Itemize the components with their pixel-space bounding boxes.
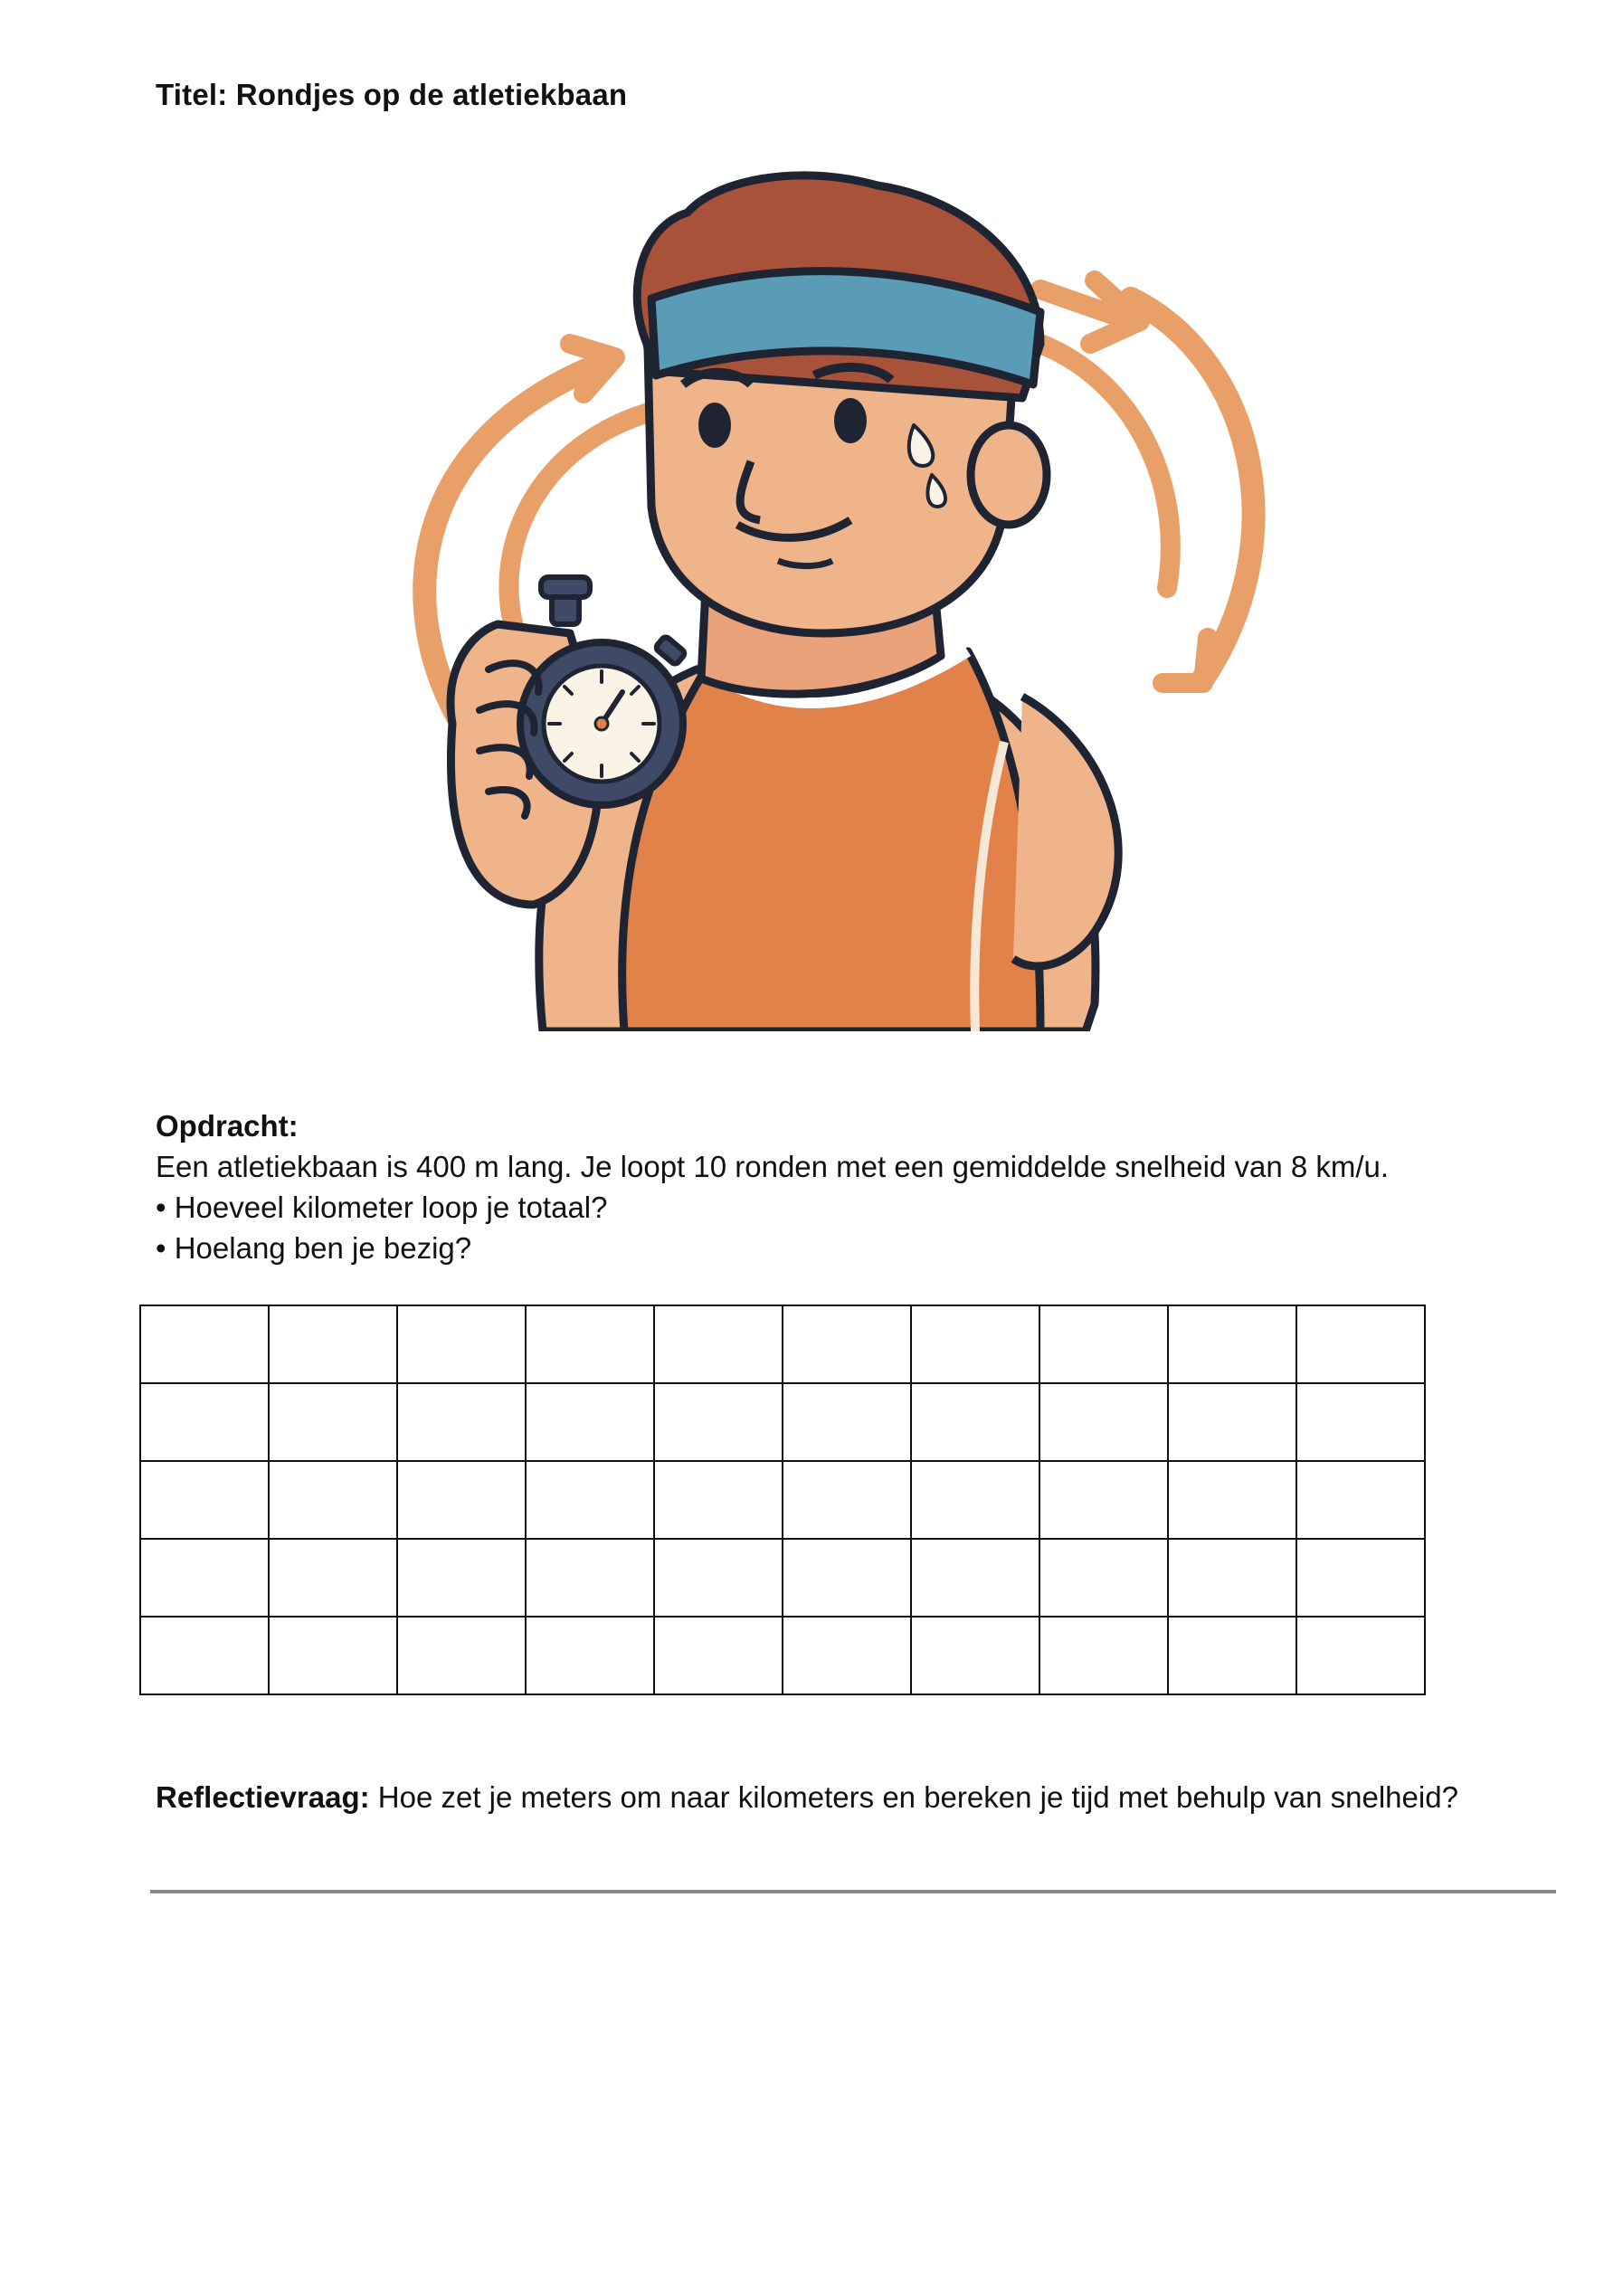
assignment-heading: Opdracht: — [156, 1109, 299, 1143]
grid-cell[interactable] — [1168, 1383, 1296, 1461]
grid-cell[interactable] — [654, 1305, 783, 1383]
grid-cell[interactable] — [783, 1383, 911, 1461]
grid-cell[interactable] — [911, 1305, 1039, 1383]
grid-cell[interactable] — [1168, 1461, 1296, 1539]
reflection-text: Hoe zet je meters om naar kilometers en bereken je tijd met behulp van snelheid? — [369, 1780, 1458, 1814]
grid-cell[interactable] — [269, 1461, 397, 1539]
grid-cell[interactable] — [654, 1617, 783, 1694]
grid-row — [140, 1461, 1425, 1539]
grid-cell[interactable] — [140, 1461, 269, 1539]
grid-cell[interactable] — [1296, 1539, 1425, 1617]
grid-cell[interactable] — [911, 1617, 1039, 1694]
runner-with-stopwatch-icon — [389, 163, 1285, 1031]
answer-grid[interactable] — [139, 1305, 1426, 1695]
grid-cell[interactable] — [397, 1617, 526, 1694]
grid-cell[interactable] — [911, 1383, 1039, 1461]
grid-cell[interactable] — [526, 1539, 654, 1617]
assignment-block — [156, 1105, 1389, 1268]
grid-cell[interactable] — [1168, 1617, 1296, 1694]
grid-cell[interactable] — [783, 1461, 911, 1539]
grid-cell[interactable] — [269, 1539, 397, 1617]
grid-cell[interactable] — [397, 1461, 526, 1539]
grid-row — [140, 1539, 1425, 1617]
grid-cell[interactable] — [140, 1305, 269, 1383]
grid-cell[interactable] — [1039, 1305, 1168, 1383]
grid-cell[interactable] — [1296, 1461, 1425, 1539]
grid-cell[interactable] — [1168, 1305, 1296, 1383]
runner-right-arm — [1013, 697, 1118, 966]
grid-cell[interactable] — [783, 1539, 911, 1617]
grid-cell[interactable] — [1296, 1383, 1425, 1461]
grid-cell[interactable] — [1039, 1539, 1168, 1617]
grid-cell[interactable] — [526, 1617, 654, 1694]
question-duration: • Hoelang ben je bezig? — [156, 1231, 472, 1265]
reflection-question — [156, 1777, 1458, 1817]
grid-cell[interactable] — [783, 1617, 911, 1694]
grid-cell[interactable] — [1296, 1305, 1425, 1383]
grid-cell[interactable] — [654, 1383, 783, 1461]
stopwatch-icon — [520, 577, 686, 805]
grid-row — [140, 1305, 1425, 1383]
grid-cell[interactable] — [397, 1305, 526, 1383]
grid-cell[interactable] — [1168, 1539, 1296, 1617]
grid-cell[interactable] — [654, 1539, 783, 1617]
grid-cell[interactable] — [269, 1383, 397, 1461]
grid-cell[interactable] — [269, 1305, 397, 1383]
grid-cell[interactable] — [654, 1461, 783, 1539]
grid-cell[interactable] — [1039, 1383, 1168, 1461]
grid-cell[interactable] — [1039, 1461, 1168, 1539]
reflection-label: Reflectievraag: — [156, 1780, 370, 1814]
grid-cell[interactable] — [911, 1461, 1039, 1539]
page-title: Titel: Rondjes op de atletiekbaan — [156, 78, 628, 111]
assignment-text: Een atletiekbaan is 400 m lang. Je loopt 10 ronden met een gemiddelde snelheid van 8 km/u. — [156, 1150, 1390, 1183]
grid-cell[interactable] — [269, 1617, 397, 1694]
grid-row — [140, 1617, 1425, 1694]
grid-cell[interactable] — [526, 1461, 654, 1539]
grid-cell[interactable] — [140, 1617, 269, 1694]
grid-cell[interactable] — [1039, 1617, 1168, 1694]
grid-cell[interactable] — [783, 1305, 911, 1383]
answer-line[interactable] — [150, 1890, 1556, 1893]
answer-grid-body — [140, 1305, 1425, 1694]
grid-cell[interactable] — [140, 1383, 269, 1461]
grid-cell[interactable] — [911, 1539, 1039, 1617]
grid-cell[interactable] — [140, 1539, 269, 1617]
runner-head — [637, 176, 1047, 633]
grid-cell[interactable] — [1296, 1617, 1425, 1694]
question-total-distance: • Hoeveel kilometer loop je totaal? — [156, 1191, 608, 1224]
grid-cell[interactable] — [526, 1305, 654, 1383]
grid-cell[interactable] — [397, 1383, 526, 1461]
grid-row — [140, 1383, 1425, 1461]
grid-cell[interactable] — [397, 1539, 526, 1617]
grid-cell[interactable] — [526, 1383, 654, 1461]
